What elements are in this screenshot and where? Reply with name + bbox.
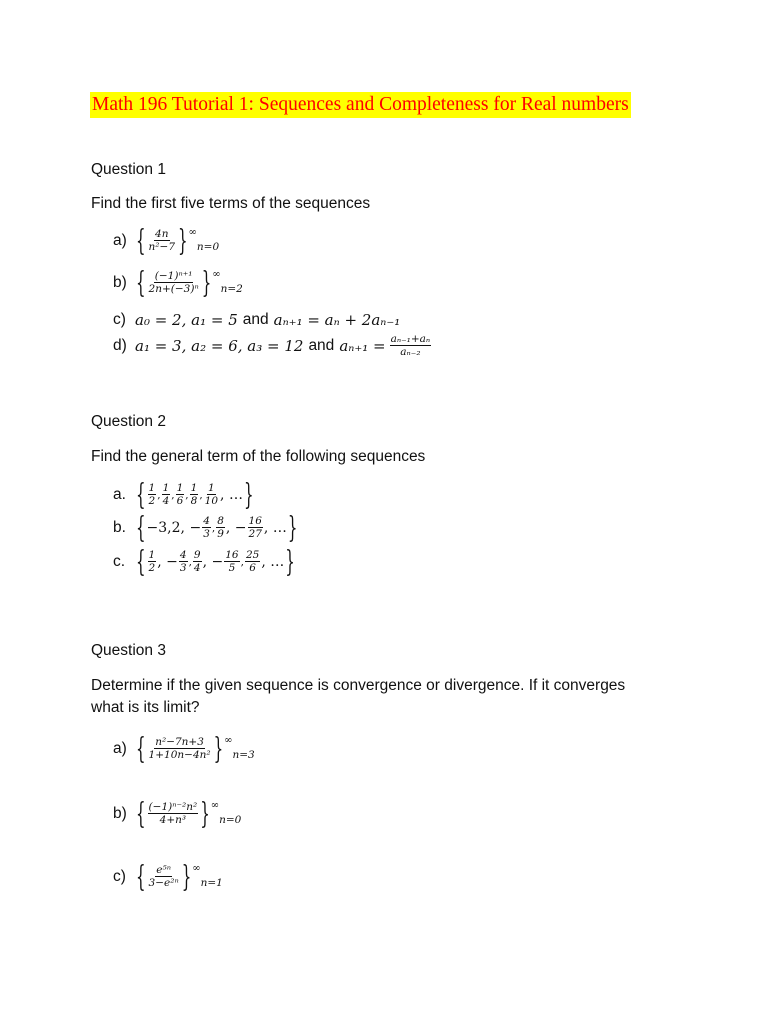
q1-d-and: and [308, 336, 335, 354]
left-brace: { [136, 223, 146, 258]
numerator: 4 [203, 515, 210, 527]
numerator: 1 [176, 482, 184, 494]
q2-a-frac-5 [204, 482, 219, 507]
q2-a-label: a. [113, 485, 126, 503]
q3-item-c [113, 859, 223, 894]
q2-c-frac-4 [224, 549, 239, 574]
q2-c-tail: , … [261, 553, 285, 570]
q3-a-fraction [148, 736, 212, 761]
q2-a-frac-3 [176, 482, 185, 507]
denominator: 6 [176, 495, 184, 507]
q2-b-frac-2 [216, 515, 225, 540]
denominator: 4 [193, 562, 201, 574]
q1-d-numerator: aₙ₋₁+aₙ [390, 333, 431, 345]
q1-c-recurrence: aₙ₊₁ = aₙ + 2aₙ₋₁ [273, 311, 401, 329]
q3-a-label: a) [113, 739, 127, 757]
denominator: 2 [148, 495, 156, 507]
q2-a-frac-2 [162, 482, 171, 507]
denominator: 2 [148, 562, 156, 574]
comma: , [188, 555, 192, 568]
numerator: 1 [148, 482, 156, 494]
q2-b-label: b. [113, 518, 126, 536]
q1-a-label: a) [113, 231, 127, 249]
right-brace: } [200, 796, 210, 831]
q2-c-frac-3 [193, 549, 202, 574]
denominator: 4 [162, 495, 170, 507]
numerator: 4 [179, 549, 187, 561]
denominator: 10 [204, 495, 219, 507]
comma-minus: , − [225, 519, 247, 536]
q2-b-tail: , … [263, 519, 287, 536]
right-brace: } [201, 265, 212, 300]
q1-a-fraction [148, 228, 176, 253]
q1-c-initial: a₀ = 2, a₁ = 5 [135, 311, 238, 329]
denominator: 9 [217, 528, 224, 540]
comma: , [240, 555, 244, 568]
denominator: 27 [248, 528, 262, 540]
q3-c-sub: n=1 [200, 876, 223, 889]
q2-b-frac-3 [248, 515, 263, 540]
q1-b-fraction [148, 270, 200, 295]
q3-c-label: c) [113, 867, 126, 885]
right-brace: } [285, 544, 295, 579]
denominator: 5 [228, 562, 236, 574]
q1-item-d [113, 333, 432, 358]
comma: , [199, 488, 203, 501]
question-3-prompt-line-2: what is its limit? [91, 699, 200, 716]
q1-a-sub: n=0 [196, 240, 220, 253]
comma: , [171, 488, 175, 501]
q2-c-frac-5 [245, 549, 260, 574]
left-brace: { [136, 265, 146, 300]
numerator: 1 [162, 482, 170, 494]
denominator: 3 [203, 528, 210, 540]
q3-b-denominator: 4+n³ [159, 814, 187, 826]
question-2-heading: Question 2 [91, 413, 166, 430]
q2-b-frac-1 [202, 515, 211, 540]
q1-b-denominator: 2n+(−3)ⁿ [148, 283, 199, 295]
comma: , [211, 521, 216, 534]
q3-a-sub: n=3 [232, 748, 255, 761]
right-brace: } [213, 731, 224, 766]
q1-a-denominator: n²−7 [148, 241, 175, 253]
q3-a-numerator: n²−7n+3 [155, 736, 204, 748]
q3-c-numerator: e⁵ⁿ [156, 864, 171, 876]
question-3-heading: Question 3 [91, 642, 166, 659]
left-brace: { [136, 477, 146, 512]
numerator: 8 [217, 515, 224, 527]
comma: , [157, 488, 161, 501]
q1-b-numerator: (−1)ⁿ⁺¹ [154, 270, 193, 282]
q2-a-frac-1 [148, 482, 157, 507]
numerator: 16 [248, 515, 262, 527]
question-1-heading: Question 1 [91, 161, 166, 178]
q1-b-sub: n=2 [220, 282, 243, 295]
q1-a-sup: ∞ [188, 227, 197, 238]
q3-c-fraction [148, 864, 180, 889]
q2-a-frac-4 [190, 482, 199, 507]
right-brace: } [178, 223, 188, 258]
left-brace: { [136, 731, 146, 766]
q1-c-label: c) [113, 311, 126, 328]
numerator: 1 [208, 482, 215, 494]
q1-b-sup: ∞ [212, 269, 221, 280]
numerator: 1 [148, 549, 156, 561]
question-2-prompt: Find the general term of the following sequences [91, 448, 426, 465]
comma: , [185, 488, 189, 501]
q3-a-denominator: 1+10n−4n² [148, 749, 211, 761]
q2-item-c [113, 544, 296, 579]
numerator: 9 [193, 549, 201, 561]
q1-c-and: and [242, 311, 269, 328]
q3-b-numerator: (−1)ⁿ⁻²n² [148, 801, 198, 813]
q3-b-sub: n=0 [219, 813, 242, 826]
q2-c-frac-2 [179, 549, 188, 574]
question-3-prompt-line-1: Determine if the given sequence is convergence or divergence. If it converges [91, 677, 626, 694]
q2-c-frac-1 [148, 549, 157, 574]
denominator: 3 [179, 562, 187, 574]
numerator: 1 [190, 482, 198, 494]
q1-d-fraction [390, 333, 432, 358]
q1-item-a [113, 223, 220, 258]
left-brace: { [136, 796, 146, 831]
q3-b-sup: ∞ [210, 800, 220, 811]
q1-d-initial: a₁ = 3, a₂ = 6, a₃ = 12 [135, 336, 304, 355]
q2-c-label: c. [113, 552, 126, 570]
q1-item-b [113, 265, 243, 300]
q3-b-label: b) [113, 804, 127, 822]
right-brace: } [243, 477, 254, 512]
q2-item-a [113, 477, 255, 512]
left-brace: { [136, 510, 146, 545]
denominator: 6 [249, 562, 256, 574]
q2-a-tail: , … [220, 486, 243, 503]
q1-a-numerator: 4n [155, 228, 169, 240]
document-title: Math 196 Tutorial 1: Sequences and Completeness for Real numbers [90, 92, 631, 118]
q2-b-lead: −3,2, − [146, 519, 202, 536]
q1-d-lhs: aₙ₊₁ = [339, 336, 386, 355]
q3-a-sup: ∞ [224, 735, 233, 746]
comma-minus: , − [202, 553, 224, 570]
q1-d-label: d) [113, 336, 127, 354]
denominator: 8 [190, 495, 198, 507]
numerator: 25 [245, 549, 260, 561]
comma-minus: , − [157, 553, 178, 570]
left-brace: { [136, 544, 146, 579]
q3-item-a [113, 731, 255, 766]
q1-d-denominator: aₙ₋₂ [400, 346, 421, 358]
question-1-prompt: Find the first five terms of the sequences [91, 195, 371, 212]
left-brace: { [136, 859, 146, 894]
q1-item-c [113, 311, 400, 329]
q3-c-denominator: 3−e²ⁿ [148, 877, 179, 889]
numerator: 16 [225, 549, 239, 561]
q2-item-b [113, 510, 298, 545]
right-brace: } [287, 510, 298, 545]
q3-item-b [113, 796, 242, 831]
right-brace: } [181, 859, 192, 894]
q1-b-label: b) [113, 273, 127, 291]
q3-b-fraction [148, 801, 199, 826]
q3-c-sup: ∞ [192, 863, 201, 874]
